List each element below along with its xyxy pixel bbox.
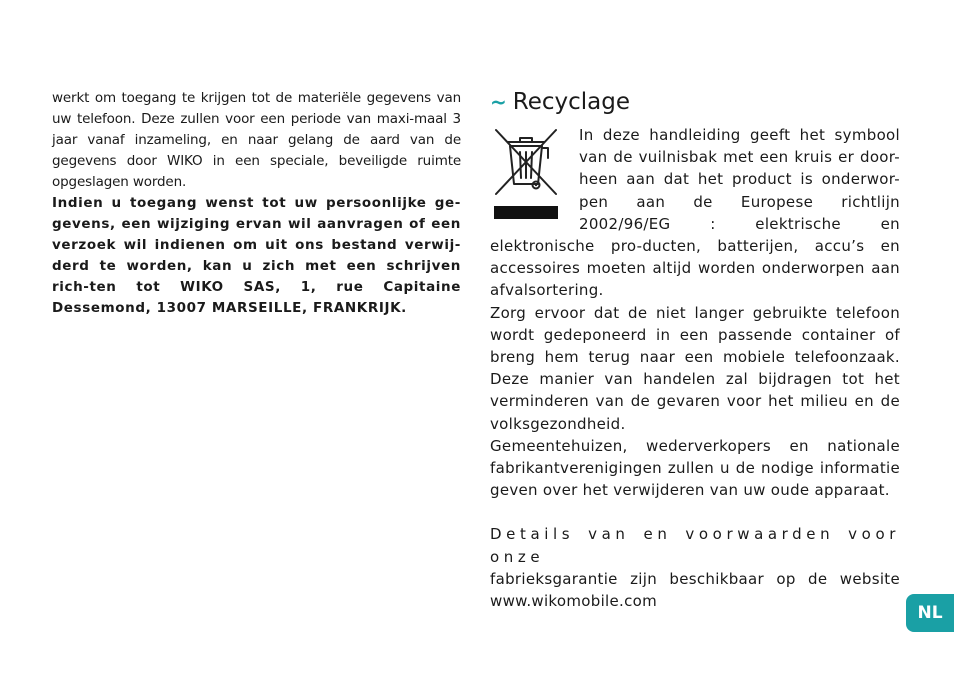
data-access-paragraph: Indien u toegang wenst tot uw persoonlijke ge-gevens, een wijziging ervan wil aanvragen of een verzoek wil indienen om uit ons bestand verwij-derd te worden, kan u zich met een schrijven rich-ten tot WIKO SAS, 1, rue Capitaine Dessemond, 13007 MARSEILLE, FRANKRIJK. xyxy=(52,195,461,316)
crossed-out-wheelie-bin-icon xyxy=(490,124,562,220)
warranty-paragraph: fabrieksgarantie zijn beschikbaar op de website www.wikomobile.com xyxy=(490,569,900,611)
heading-tilde: ~ xyxy=(490,90,507,114)
section-heading xyxy=(490,88,900,116)
information-paragraph: Gemeentehuizen, wederverkopers en nationale fabrikantverenigingen zullen u de nodige informatie geven over het verwijderen van uw oude apparaat. xyxy=(490,436,900,500)
section-title: Recyclage xyxy=(512,89,631,115)
paragraph-spacer xyxy=(490,501,900,523)
directive-paragraph: In deze handleiding geeft het symbool van de vuilnisbak met een kruis er door-heen aan dat het product is onderwor-pen aan de Europese richtlijn 2002/96/EG : elektrische en elektronische pro-ducten, batterijen, accu’s en accessoires moeten altijd worden onderworpen aan afvalsortering. xyxy=(490,126,900,300)
recycling-section xyxy=(490,88,900,612)
data-retention-paragraph: werkt om toegang te krijgen tot de materiële gegevens van uw telefoon. Deze zullen voor een periode van maxi-maal 3 jaar vanaf inzameling, en naar gelang de aard van de gegevens door WIKO in een speciale, beveiligde ruimte opgeslagen worden. xyxy=(52,90,461,190)
left-column xyxy=(52,88,461,319)
disposal-paragraph: Zorg ervoor dat de niet langer gebruikte telefoon wordt gedeponeerd in een passende container of breng hem terug naar een mobiele telefoonzaak. Deze manier van handelen zal bijdragen tot het verminderen van de gevaren voor het milieu en de volksgezondheid. xyxy=(490,303,900,433)
language-tab: NL xyxy=(906,594,954,632)
warranty-paragraph-line-1: Details van en voorwaarden voor onze xyxy=(490,525,900,566)
